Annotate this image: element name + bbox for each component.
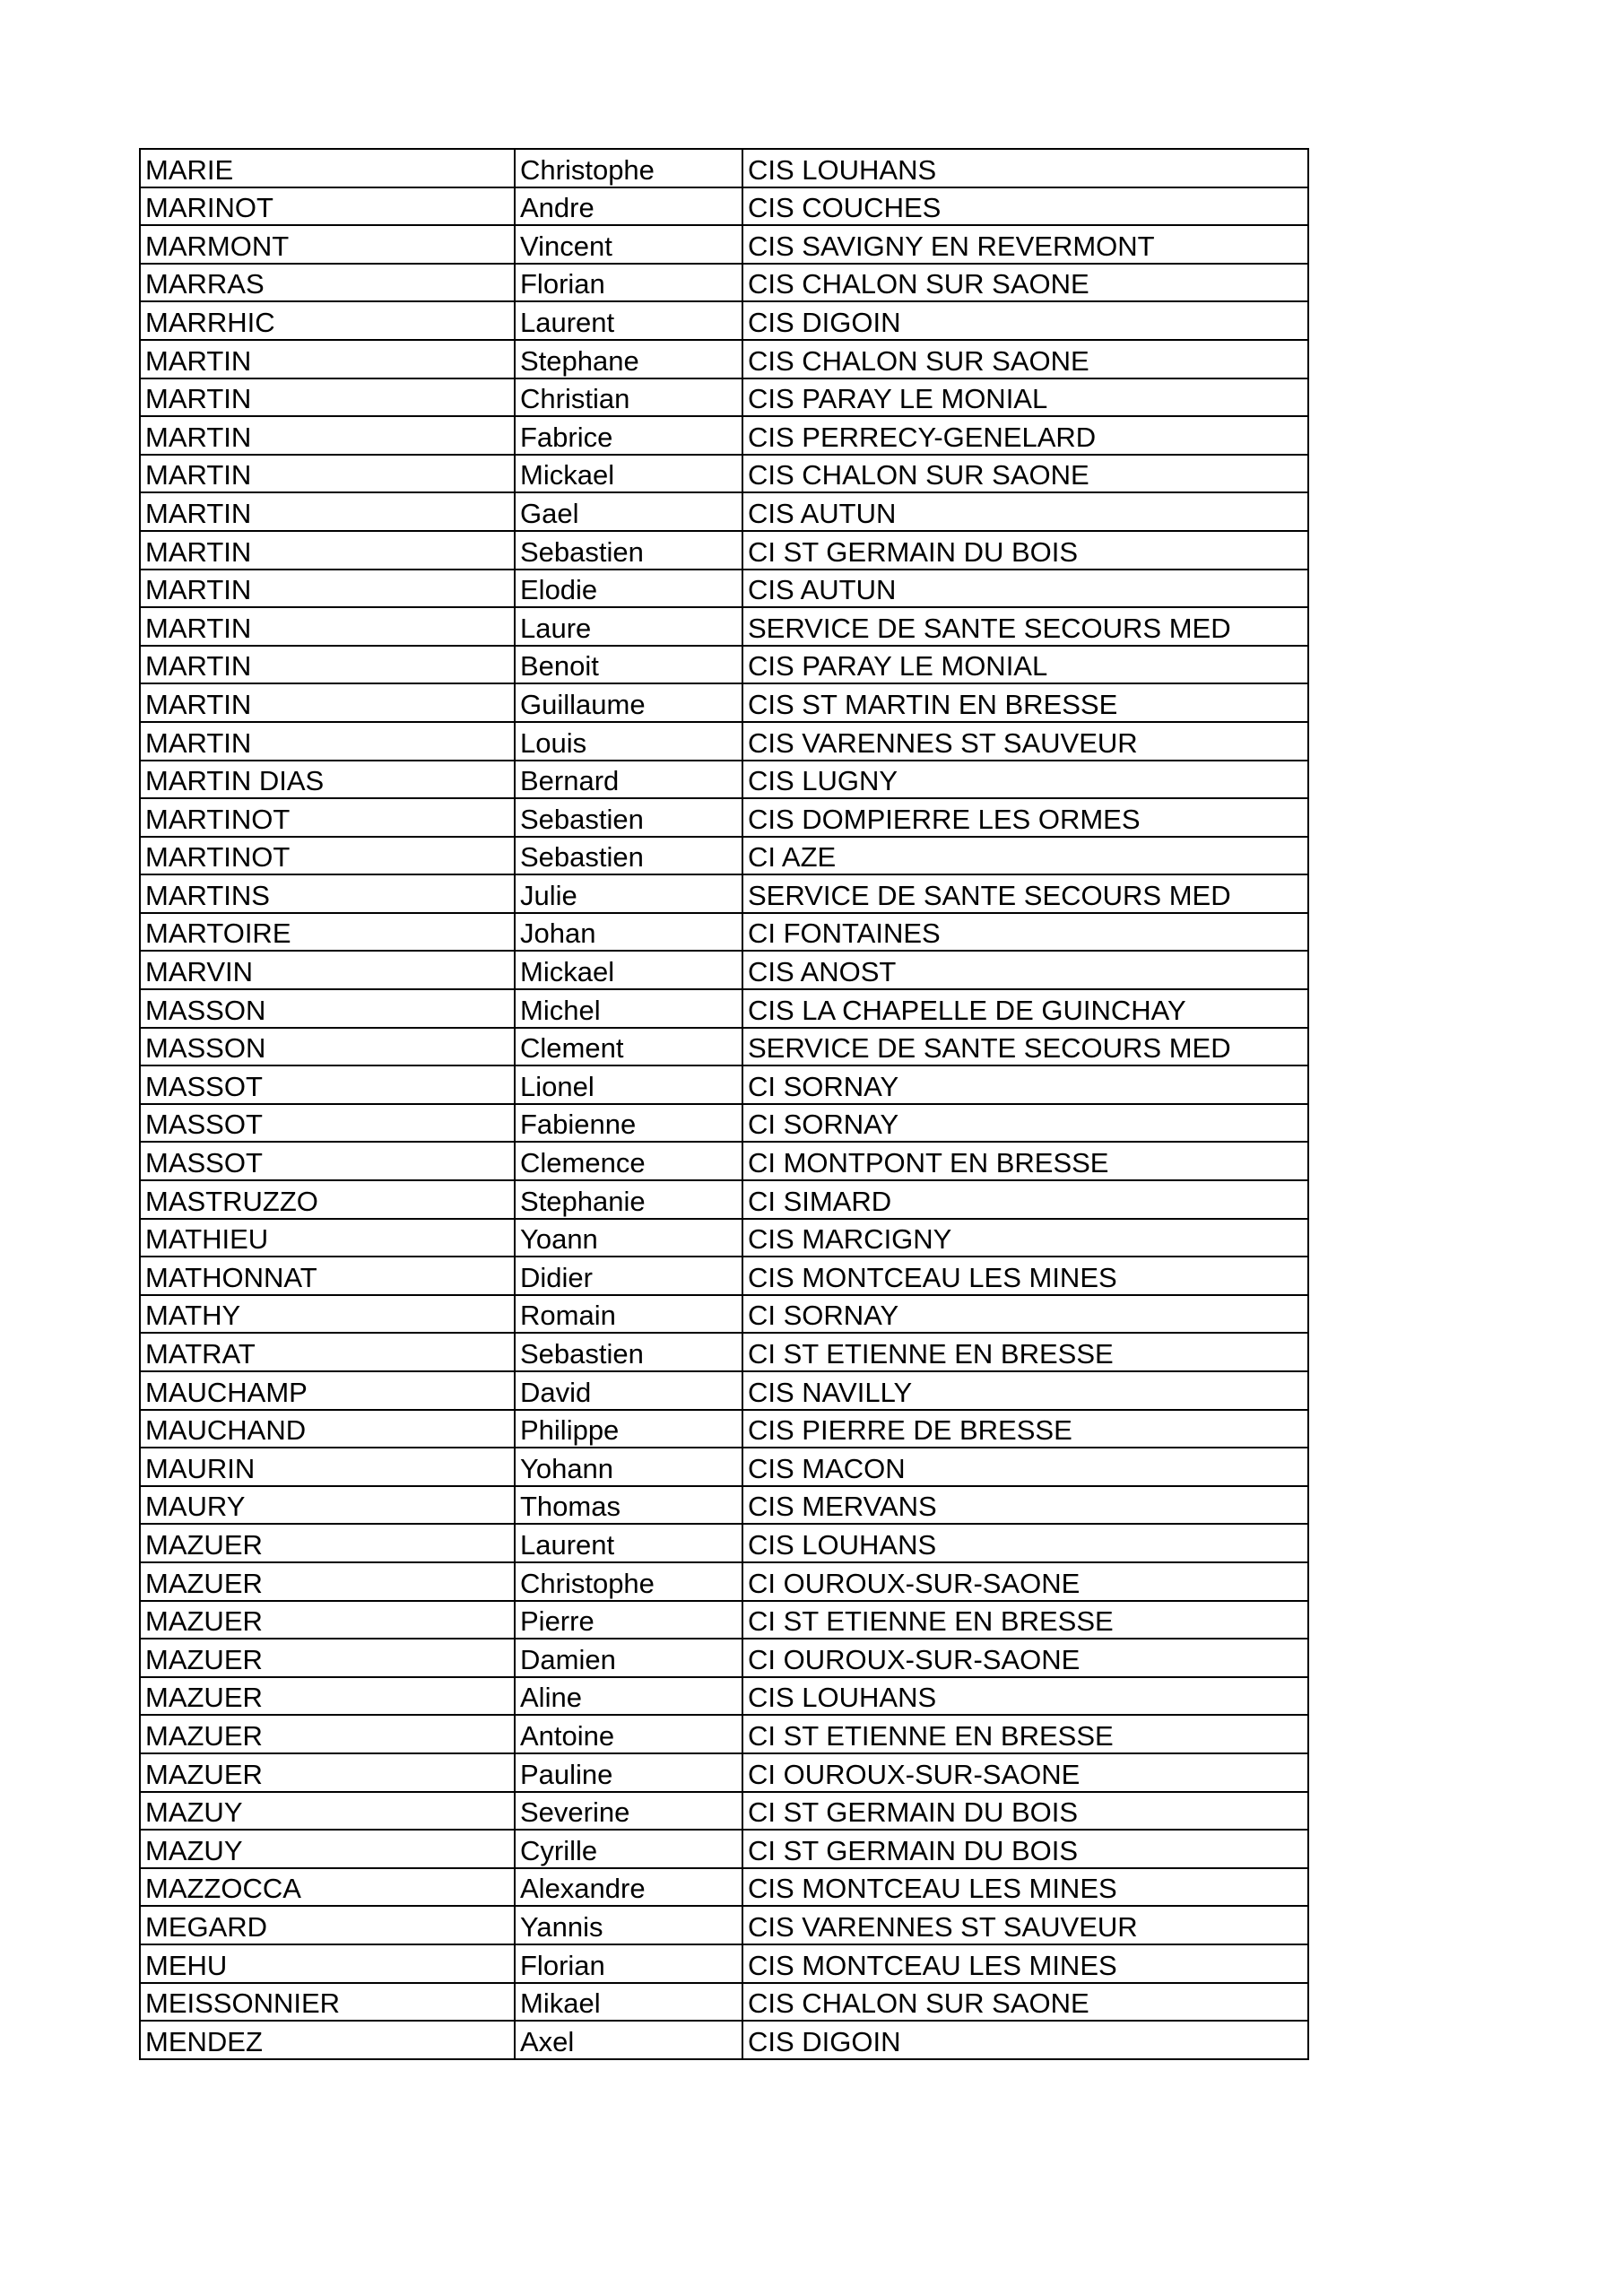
unit-cell: CIS MONTCEAU LES MINES bbox=[742, 1944, 1308, 1983]
last-name-cell: MENDEZ bbox=[140, 2021, 515, 2059]
last-name-cell: MATHONNAT bbox=[140, 1257, 515, 1295]
last-name-cell: MAZUER bbox=[140, 1715, 515, 1753]
first-name-cell: Fabrice bbox=[515, 416, 742, 455]
last-name-cell: MARTINOT bbox=[140, 798, 515, 837]
last-name-cell: MAURY bbox=[140, 1486, 515, 1525]
first-name-cell: Louis bbox=[515, 722, 742, 761]
table-row bbox=[140, 1371, 1308, 1410]
first-name-cell: Didier bbox=[515, 1257, 742, 1295]
unit-cell: CI OUROUX-SUR-SAONE bbox=[742, 1639, 1308, 1677]
unit-cell: CIS CHALON SUR SAONE bbox=[742, 340, 1308, 378]
first-name-cell: Damien bbox=[515, 1639, 742, 1677]
table-row bbox=[140, 149, 1308, 187]
unit-cell: CI ST ETIENNE EN BRESSE bbox=[742, 1333, 1308, 1371]
last-name-cell: MARTOIRE bbox=[140, 913, 515, 952]
first-name-cell: Sebastien bbox=[515, 798, 742, 837]
last-name-cell: MATHIEU bbox=[140, 1219, 515, 1257]
last-name-cell: MARTINS bbox=[140, 874, 515, 913]
last-name-cell: MARTIN bbox=[140, 455, 515, 493]
roster-table bbox=[139, 148, 1309, 2060]
unit-cell: CI ST GERMAIN DU BOIS bbox=[742, 531, 1308, 570]
last-name-cell: MAZUER bbox=[140, 1562, 515, 1601]
last-name-cell: MARMONT bbox=[140, 225, 515, 264]
last-name-cell: MATRAT bbox=[140, 1333, 515, 1371]
unit-cell: CIS ST MARTIN EN BRESSE bbox=[742, 683, 1308, 722]
table-row bbox=[140, 1486, 1308, 1525]
first-name-cell: Andre bbox=[515, 187, 742, 226]
table-row bbox=[140, 989, 1308, 1028]
first-name-cell: Sebastien bbox=[515, 531, 742, 570]
first-name-cell: Severine bbox=[515, 1792, 742, 1831]
first-name-cell: Stephanie bbox=[515, 1180, 742, 1219]
table-row bbox=[140, 455, 1308, 493]
table-row bbox=[140, 225, 1308, 264]
unit-cell: CI ST ETIENNE EN BRESSE bbox=[742, 1601, 1308, 1639]
table-row bbox=[140, 913, 1308, 952]
first-name-cell: Florian bbox=[515, 264, 742, 302]
table-row bbox=[140, 798, 1308, 837]
table-row bbox=[140, 607, 1308, 646]
first-name-cell: Stephane bbox=[515, 340, 742, 378]
unit-cell: CI SORNAY bbox=[742, 1104, 1308, 1143]
first-name-cell: Sebastien bbox=[515, 1333, 742, 1371]
last-name-cell: MARTIN DIAS bbox=[140, 761, 515, 799]
table-row bbox=[140, 1142, 1308, 1180]
first-name-cell: Vincent bbox=[515, 225, 742, 264]
first-name-cell: Romain bbox=[515, 1295, 742, 1334]
table-row bbox=[140, 1906, 1308, 1944]
unit-cell: CI FONTAINES bbox=[742, 913, 1308, 952]
unit-cell: CIS AUTUN bbox=[742, 570, 1308, 608]
unit-cell: CI SORNAY bbox=[742, 1295, 1308, 1334]
unit-cell: CIS CHALON SUR SAONE bbox=[742, 1983, 1308, 2022]
first-name-cell: Gael bbox=[515, 492, 742, 531]
first-name-cell: Christian bbox=[515, 378, 742, 417]
unit-cell: CI ST GERMAIN DU BOIS bbox=[742, 1830, 1308, 1868]
table-row bbox=[140, 646, 1308, 684]
last-name-cell: MARIE bbox=[140, 149, 515, 187]
last-name-cell: MAZUER bbox=[140, 1601, 515, 1639]
table-row bbox=[140, 1715, 1308, 1753]
first-name-cell: Christophe bbox=[515, 149, 742, 187]
last-name-cell: MARTIN bbox=[140, 416, 515, 455]
last-name-cell: MASSOT bbox=[140, 1104, 515, 1143]
table-row bbox=[140, 301, 1308, 340]
last-name-cell: MARINOT bbox=[140, 187, 515, 226]
unit-cell: CIS LOUHANS bbox=[742, 1524, 1308, 1562]
last-name-cell: MAZUER bbox=[140, 1753, 515, 1792]
first-name-cell: Aline bbox=[515, 1677, 742, 1716]
table-row bbox=[140, 837, 1308, 875]
table-row bbox=[140, 1983, 1308, 2022]
unit-cell: SERVICE DE SANTE SECOURS MED bbox=[742, 1028, 1308, 1066]
table-row bbox=[140, 1639, 1308, 1677]
unit-cell: CIS PARAY LE MONIAL bbox=[742, 378, 1308, 417]
unit-cell: CIS AUTUN bbox=[742, 492, 1308, 531]
unit-cell: CI MONTPONT EN BRESSE bbox=[742, 1142, 1308, 1180]
unit-cell: CIS MACON bbox=[742, 1448, 1308, 1486]
last-name-cell: MAZUY bbox=[140, 1792, 515, 1831]
table-row bbox=[140, 187, 1308, 226]
table-row bbox=[140, 340, 1308, 378]
last-name-cell: MAZZOCCA bbox=[140, 1868, 515, 1907]
unit-cell: CIS LOUHANS bbox=[742, 149, 1308, 187]
table-row bbox=[140, 1180, 1308, 1219]
first-name-cell: David bbox=[515, 1371, 742, 1410]
table-row bbox=[140, 951, 1308, 989]
table-row bbox=[140, 1333, 1308, 1371]
first-name-cell: Yohann bbox=[515, 1448, 742, 1486]
unit-cell: CI SIMARD bbox=[742, 1180, 1308, 1219]
table-row bbox=[140, 1065, 1308, 1104]
unit-cell: CIS MONTCEAU LES MINES bbox=[742, 1257, 1308, 1295]
unit-cell: CI AZE bbox=[742, 837, 1308, 875]
last-name-cell: MARTIN bbox=[140, 492, 515, 531]
table-row bbox=[140, 1028, 1308, 1066]
last-name-cell: MASTRUZZO bbox=[140, 1180, 515, 1219]
table-row bbox=[140, 1257, 1308, 1295]
unit-cell: CIS DIGOIN bbox=[742, 301, 1308, 340]
last-name-cell: MASSOT bbox=[140, 1065, 515, 1104]
first-name-cell: Fabienne bbox=[515, 1104, 742, 1143]
table-row bbox=[140, 1753, 1308, 1792]
table-row bbox=[140, 378, 1308, 417]
table-row bbox=[140, 761, 1308, 799]
last-name-cell: MAZUER bbox=[140, 1524, 515, 1562]
last-name-cell: MAZUER bbox=[140, 1639, 515, 1677]
last-name-cell: MARTINOT bbox=[140, 837, 515, 875]
unit-cell: CIS CHALON SUR SAONE bbox=[742, 264, 1308, 302]
last-name-cell: MAZUY bbox=[140, 1830, 515, 1868]
first-name-cell: Elodie bbox=[515, 570, 742, 608]
unit-cell: CIS MARCIGNY bbox=[742, 1219, 1308, 1257]
last-name-cell: MARRAS bbox=[140, 264, 515, 302]
table-row bbox=[140, 1944, 1308, 1983]
last-name-cell: MAURIN bbox=[140, 1448, 515, 1486]
first-name-cell: Michel bbox=[515, 989, 742, 1028]
table-row bbox=[140, 264, 1308, 302]
first-name-cell: Antoine bbox=[515, 1715, 742, 1753]
first-name-cell: Clement bbox=[515, 1028, 742, 1066]
first-name-cell: Cyrille bbox=[515, 1830, 742, 1868]
last-name-cell: MARTIN bbox=[140, 683, 515, 722]
first-name-cell: Laurent bbox=[515, 301, 742, 340]
last-name-cell: MARTIN bbox=[140, 646, 515, 684]
roster-table-body bbox=[140, 149, 1308, 2059]
first-name-cell: Laure bbox=[515, 607, 742, 646]
last-name-cell: MAUCHAMP bbox=[140, 1371, 515, 1410]
unit-cell: CIS LOUHANS bbox=[742, 1677, 1308, 1716]
table-row bbox=[140, 1295, 1308, 1334]
unit-cell: CI OUROUX-SUR-SAONE bbox=[742, 1753, 1308, 1792]
first-name-cell: Benoit bbox=[515, 646, 742, 684]
first-name-cell: Julie bbox=[515, 874, 742, 913]
unit-cell: CIS LA CHAPELLE DE GUINCHAY bbox=[742, 989, 1308, 1028]
first-name-cell: Guillaume bbox=[515, 683, 742, 722]
unit-cell: CIS PARAY LE MONIAL bbox=[742, 646, 1308, 684]
first-name-cell: Lionel bbox=[515, 1065, 742, 1104]
first-name-cell: Yannis bbox=[515, 1906, 742, 1944]
last-name-cell: MASSON bbox=[140, 989, 515, 1028]
first-name-cell: Sebastien bbox=[515, 837, 742, 875]
first-name-cell: Philippe bbox=[515, 1410, 742, 1448]
last-name-cell: MASSOT bbox=[140, 1142, 515, 1180]
last-name-cell: MEHU bbox=[140, 1944, 515, 1983]
table-row bbox=[140, 531, 1308, 570]
table-row bbox=[140, 1562, 1308, 1601]
first-name-cell: Axel bbox=[515, 2021, 742, 2059]
first-name-cell: Thomas bbox=[515, 1486, 742, 1525]
unit-cell: CIS MONTCEAU LES MINES bbox=[742, 1868, 1308, 1907]
unit-cell: CIS DIGOIN bbox=[742, 2021, 1308, 2059]
unit-cell: CIS SAVIGNY EN REVERMONT bbox=[742, 225, 1308, 264]
first-name-cell: Laurent bbox=[515, 1524, 742, 1562]
table-row bbox=[140, 1830, 1308, 1868]
table-row bbox=[140, 1104, 1308, 1143]
unit-cell: CIS VARENNES ST SAUVEUR bbox=[742, 1906, 1308, 1944]
first-name-cell: Pierre bbox=[515, 1601, 742, 1639]
unit-cell: CIS PIERRE DE BRESSE bbox=[742, 1410, 1308, 1448]
unit-cell: CIS PERRECY-GENELARD bbox=[742, 416, 1308, 455]
last-name-cell: MARTIN bbox=[140, 378, 515, 417]
first-name-cell: Mickael bbox=[515, 455, 742, 493]
last-name-cell: MEGARD bbox=[140, 1906, 515, 1944]
unit-cell: CI ST ETIENNE EN BRESSE bbox=[742, 1715, 1308, 1753]
table-row bbox=[140, 683, 1308, 722]
unit-cell: CIS ANOST bbox=[742, 951, 1308, 989]
table-row bbox=[140, 1448, 1308, 1486]
unit-cell: SERVICE DE SANTE SECOURS MED bbox=[742, 607, 1308, 646]
first-name-cell: Johan bbox=[515, 913, 742, 952]
table-row bbox=[140, 1868, 1308, 1907]
last-name-cell: MARTIN bbox=[140, 722, 515, 761]
unit-cell: CIS VARENNES ST SAUVEUR bbox=[742, 722, 1308, 761]
table-row bbox=[140, 416, 1308, 455]
table-row bbox=[140, 1792, 1308, 1831]
first-name-cell: Florian bbox=[515, 1944, 742, 1983]
last-name-cell: MEISSONNIER bbox=[140, 1983, 515, 2022]
table-row bbox=[140, 1524, 1308, 1562]
table-row bbox=[140, 492, 1308, 531]
table-row bbox=[140, 1219, 1308, 1257]
table-row bbox=[140, 722, 1308, 761]
unit-cell: SERVICE DE SANTE SECOURS MED bbox=[742, 874, 1308, 913]
unit-cell: CIS LUGNY bbox=[742, 761, 1308, 799]
first-name-cell: Clemence bbox=[515, 1142, 742, 1180]
last-name-cell: MARVIN bbox=[140, 951, 515, 989]
unit-cell: CIS MERVANS bbox=[742, 1486, 1308, 1525]
last-name-cell: MAUCHAND bbox=[140, 1410, 515, 1448]
unit-cell: CI ST GERMAIN DU BOIS bbox=[742, 1792, 1308, 1831]
last-name-cell: MARTIN bbox=[140, 570, 515, 608]
unit-cell: CIS CHALON SUR SAONE bbox=[742, 455, 1308, 493]
table-row bbox=[140, 1410, 1308, 1448]
first-name-cell: Bernard bbox=[515, 761, 742, 799]
last-name-cell: MARTIN bbox=[140, 607, 515, 646]
table-row bbox=[140, 570, 1308, 608]
last-name-cell: MAZUER bbox=[140, 1677, 515, 1716]
unit-cell: CIS COUCHES bbox=[742, 187, 1308, 226]
first-name-cell: Pauline bbox=[515, 1753, 742, 1792]
first-name-cell: Yoann bbox=[515, 1219, 742, 1257]
unit-cell: CIS DOMPIERRE LES ORMES bbox=[742, 798, 1308, 837]
first-name-cell: Mickael bbox=[515, 951, 742, 989]
table-row bbox=[140, 2021, 1308, 2059]
last-name-cell: MASSON bbox=[140, 1028, 515, 1066]
last-name-cell: MARTIN bbox=[140, 531, 515, 570]
table-row bbox=[140, 1601, 1308, 1639]
last-name-cell: MARRHIC bbox=[140, 301, 515, 340]
first-name-cell: Christophe bbox=[515, 1562, 742, 1601]
unit-cell: CI SORNAY bbox=[742, 1065, 1308, 1104]
table-row bbox=[140, 874, 1308, 913]
first-name-cell: Alexandre bbox=[515, 1868, 742, 1907]
last-name-cell: MATHY bbox=[140, 1295, 515, 1334]
unit-cell: CIS NAVILLY bbox=[742, 1371, 1308, 1410]
unit-cell: CI OUROUX-SUR-SAONE bbox=[742, 1562, 1308, 1601]
table-row bbox=[140, 1677, 1308, 1716]
last-name-cell: MARTIN bbox=[140, 340, 515, 378]
first-name-cell: Mikael bbox=[515, 1983, 742, 2022]
